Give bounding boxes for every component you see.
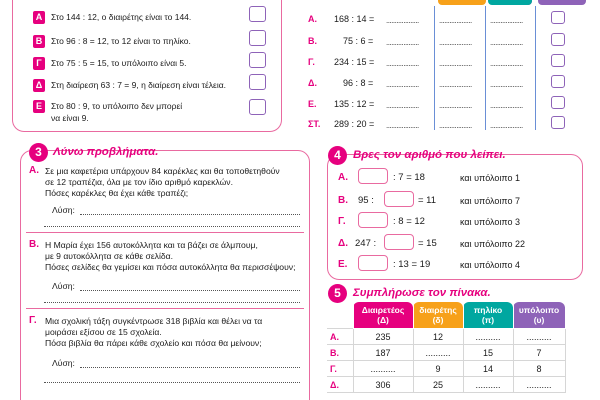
division-row-a-expr: 168 : 14 = [334,14,375,24]
division-row-f-letter: ΣΤ. [308,119,321,129]
problem-c-line2: μοιράσει εξίσου σε 15 σχολεία. [45,327,162,337]
header-chip-orange [438,0,486,5]
statement-a-text: Στο 144 : 12, ο διαιρέτης είναι το 144. [51,12,192,22]
problem-b-line2: με 9 αυτοκόλλητα σε κάθε σελίδα. [45,251,174,261]
division-row-a-letter: Α. [308,14,317,24]
cell-dividend: 306 [353,377,413,393]
cell-quotient: 15 [463,345,513,361]
problem-c-line3: Πόσα βιβλία θα πάρει κάθε σχολείο και πόσα θα μείνουν; [45,338,262,348]
problem-c-answer-line1[interactable] [80,367,300,368]
statement-e-text-line2: να είναι 9. [51,113,89,123]
division-row-a-col2[interactable]: ................... [439,16,472,25]
section5-title: Συμπλήρωσε τον πίνακα. [353,287,491,299]
problem-a-line2: σε 12 τραπέζια, όλα με τον ίδιο αριθμό καρεκλών. [45,177,233,187]
table-corner [327,302,353,329]
problem-b-separator [26,308,304,309]
header-chip-purple [538,0,586,5]
cell-dividend[interactable]: .......... [353,361,413,377]
division-row-b-col3[interactable]: ................... [490,38,523,47]
division-row-a-answer[interactable]: ................... [386,16,419,25]
missing-row-b-letter: Β. [338,195,348,206]
section3-title: Λύνω προβλήματα. [53,146,159,158]
row-letter: Β. [327,345,353,361]
cell-divisor[interactable]: .......... [413,345,463,361]
section4-number: 4 [328,146,347,165]
division-row-a-checkbox[interactable] [551,11,565,24]
column-line-3 [535,6,536,130]
division-row-e-col2[interactable]: ................... [439,101,472,110]
table-row [327,361,565,377]
row-letter: Δ. [327,377,353,393]
cell-quotient[interactable]: .......... [463,377,513,393]
statement-b-tag: Β [33,35,45,48]
problem-a-answer-label: Λύση: [52,205,75,215]
division-row-c-col2[interactable]: ................... [439,59,472,68]
statement-b-text: Στο 96 : 8 = 12, το 12 είναι το πηλίκο. [51,36,191,46]
cell-quotient[interactable]: .......... [463,329,513,345]
section3-number: 3 [29,143,48,162]
cell-remainder: 8 [513,361,565,377]
statement-d-text: Στη διαίρεση 63 : 7 = 9, η διαίρεση είναι τέλεια. [51,80,226,90]
header-quotient [463,302,513,329]
header-remainder-line2: (υ) [533,315,545,325]
cell-remainder: 7 [513,345,565,361]
table-row [327,345,565,361]
missing-row-a-blank[interactable] [358,168,388,184]
problem-b-line1: Η Μαρία έχει 156 αυτοκόλλητα και τα βάζει σε άλμπουμ, [45,240,258,250]
header-remainder [513,302,565,329]
cell-dividend: 235 [353,329,413,345]
cell-divisor: 9 [413,361,463,377]
header-divisor-line2: (δ) [432,315,444,325]
division-row-d-answer[interactable]: ................... [386,80,419,89]
division-row-f-col3[interactable]: ................... [490,121,523,130]
division-row-e-answer[interactable]: ................... [386,101,419,110]
problem-a-answer-line1[interactable] [80,214,300,215]
missing-row-d-blank[interactable] [384,234,414,250]
missing-row-b-blank[interactable] [384,191,414,207]
header-divisor-line1: διαιρέτης [419,305,457,315]
division-row-e-letter: Ε. [308,99,317,109]
division-row-b-expr: 75 : 6 = [343,36,374,46]
header-dividend [353,302,413,329]
statement-b-checkbox[interactable] [249,30,266,46]
division-row-e-checkbox[interactable] [551,96,565,109]
missing-row-e-remainder: και υπόλοιπο 4 [460,260,521,270]
missing-row-d-letter: Δ. [338,238,348,249]
division-row-d-expr: 96 : 8 = [343,78,374,88]
division-row-d-checkbox[interactable] [551,75,565,88]
division-row-d-letter: Δ. [308,78,317,88]
missing-row-e-post: : 13 = 19 [393,259,431,270]
problem-c-answer-label: Λύση: [52,358,75,368]
statement-d-checkbox[interactable] [249,74,266,90]
statement-c-text: Στο 75 : 5 = 15, το υπόλοιπο είναι 5. [51,58,187,68]
division-row-f-answer[interactable]: ................... [386,121,419,130]
missing-row-d-remainder: και υπόλοιπο 22 [460,239,526,249]
statement-c-checkbox[interactable] [249,52,266,68]
division-row-f-checkbox[interactable] [551,116,565,129]
division-row-d-col2[interactable]: ................... [439,80,472,89]
problem-b-answer-label: Λύση: [52,281,75,291]
statement-a-checkbox[interactable] [249,6,266,22]
missing-row-c-remainder: και υπόλοιπο 3 [460,217,521,227]
missing-row-c-letter: Γ. [338,216,346,227]
missing-row-a-post: : 7 = 18 [393,172,425,183]
problem-b-line3: Πόσες σελίδες θα γεμίσει και πόσα αυτοκόλλητα θα περισσέψουν; [45,262,296,272]
missing-row-a-letter: Α. [338,172,348,183]
missing-row-d-post: = 15 [418,238,437,249]
column-line-1 [434,6,435,130]
division-table [327,301,566,393]
problem-a-separator [26,232,304,233]
statement-c-tag: Γ [33,57,45,70]
division-row-f-col2[interactable]: ................... [439,121,472,130]
division-row-b-answer[interactable]: ................... [386,38,419,47]
division-row-c-checkbox[interactable] [551,54,565,67]
division-row-c-letter: Γ. [308,57,315,67]
division-row-e-col3[interactable]: ................... [490,101,523,110]
header-chip-teal [488,0,532,5]
table-row [327,377,565,393]
missing-row-a-remainder: και υπόλοιπο 1 [460,173,521,183]
division-row-d-col3[interactable]: ................... [490,80,523,89]
section5-number: 5 [328,284,347,303]
problem-a-letter: Α. [29,165,39,176]
missing-row-b-pre: 95 : [358,195,374,206]
header-quotient-line2: (π) [481,315,495,325]
cell-divisor: 12 [413,329,463,345]
problem-a-answer-line2[interactable] [44,226,300,227]
division-row-c-col3[interactable]: ................... [490,59,523,68]
division-row-b-letter: Β. [308,36,317,46]
problem-a-line1: Σε μια καφετέρια υπάρχουν 84 καρέκλες και θα τοποθετηθούν [45,166,280,176]
header-dividend-line2: (Δ) [377,315,389,325]
division-row-a-col3[interactable]: ................... [490,16,523,25]
missing-row-b-post: = 11 [418,195,437,206]
cell-dividend: 187 [353,345,413,361]
row-letter: Γ. [327,361,353,377]
statement-a-tag: Α [33,11,45,24]
problem-c-line1: Μια σχολική τάξη συγκέντρωσε 318 βιβλία και θέλει να τα [45,316,263,326]
problem-b-answer-line2[interactable] [44,302,300,303]
cell-quotient: 14 [463,361,513,377]
row-letter: Α. [327,329,353,345]
table-row [327,329,565,345]
missing-row-c-post: : 8 = 12 [393,216,425,227]
section4-title: Βρες τον αριθμό που λείπει. [353,149,506,161]
cell-remainder[interactable]: .......... [513,377,565,393]
division-row-c-answer[interactable]: ................... [386,59,419,68]
division-row-f-expr: 289 : 20 = [334,119,375,129]
missing-row-c-blank[interactable] [358,212,388,228]
statement-d-tag: Δ [33,79,45,92]
division-row-e-expr: 135 : 12 = [334,99,375,109]
header-dividend-line1: Διαιρετέος [361,305,405,315]
problem-c-letter: Γ. [29,315,37,326]
cell-divisor: 25 [413,377,463,393]
header-divisor [413,302,463,329]
statement-e-tag: Ε [33,100,45,113]
problem-c-answer-line2[interactable] [44,382,300,383]
missing-row-b-remainder: και υπόλοιπο 7 [460,196,521,206]
statement-e-text-line1: Στο 80 : 9, το υπόλοιπο δεν μπορεί [51,101,183,111]
header-remainder-line1: υπόλοιπο [518,305,560,315]
missing-row-d-pre: 247 : [355,238,377,249]
division-row-b-col2[interactable]: ................... [439,38,472,47]
division-row-b-checkbox[interactable] [551,33,565,46]
missing-row-e-letter: Ε. [338,259,348,270]
missing-row-e-blank[interactable] [358,255,388,271]
cell-remainder[interactable]: .......... [513,329,565,345]
column-line-2 [485,6,486,130]
problem-b-answer-line1[interactable] [80,290,300,291]
statement-e-checkbox[interactable] [249,99,266,115]
division-row-c-expr: 234 : 15 = [334,57,375,67]
header-quotient-line1: πηλίκο [473,305,503,315]
problem-a-line3: Πόσες καρέκλες θα έχει κάθε τραπέζι; [45,188,189,198]
problem-b-letter: Β. [29,239,39,250]
